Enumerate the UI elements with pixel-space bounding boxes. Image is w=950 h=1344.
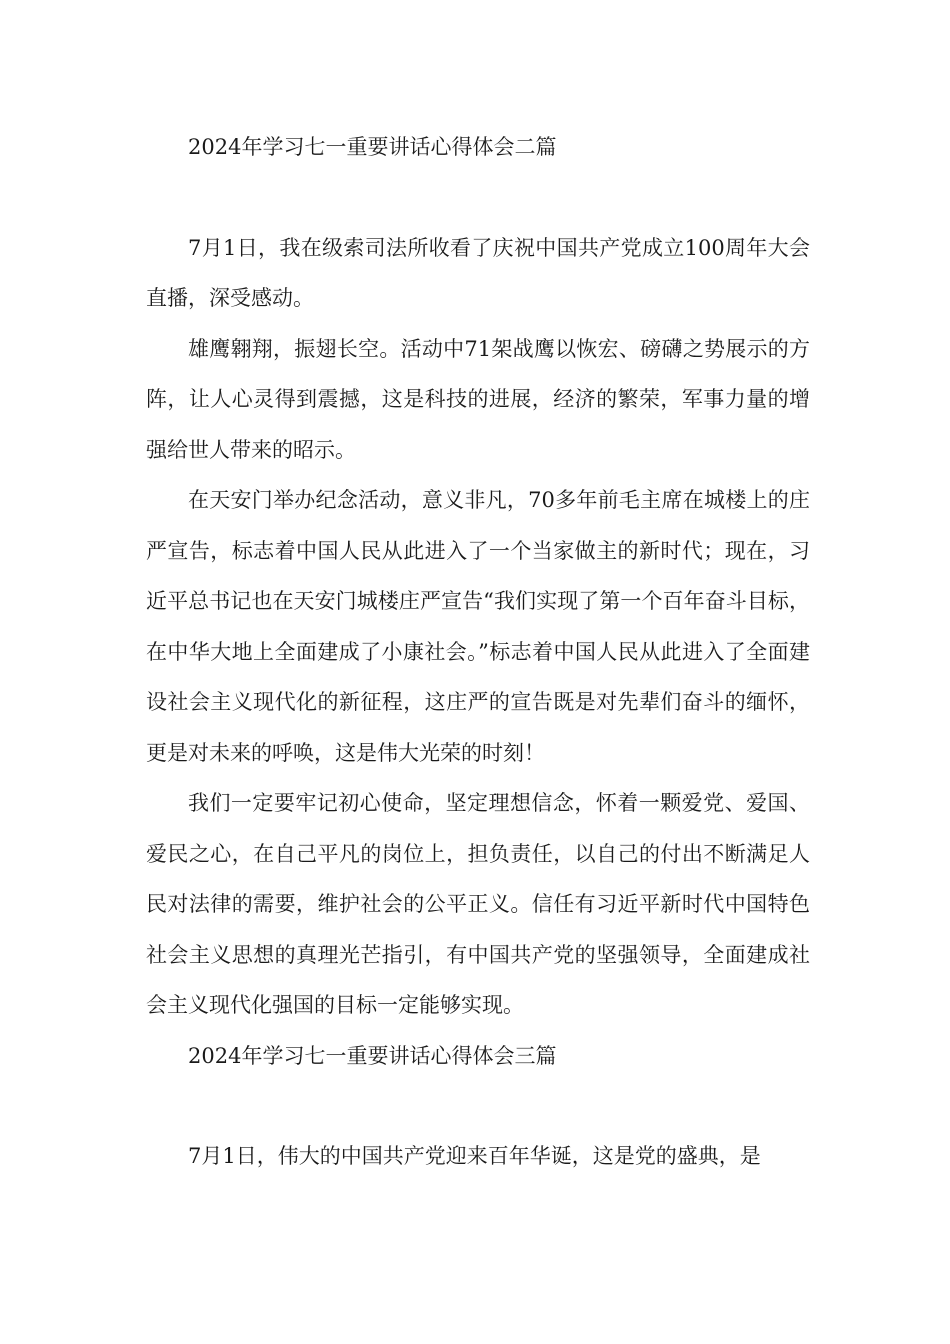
paragraph-3: 在天安门举办纪念活动，意义非凡，70多年前毛主席在城楼上的庄严宣告，标志着中国人民从此进入了一个当家做主的新时代；现在，习近平总书记也在天安门城楼庄严宣告“我们实现了第一个百年奋斗目标，在中华大地上全面建成了小康社会。”标志着中国人民从此进入了全面建设社会主义现代化的新征程，这庄严的宣告既是对先辈们奋斗的缅怀，更是对未来的呼唤，这是伟大光荣的时刻！ [146,488,810,765]
blank-line [146,1081,810,1131]
section-title-2: 2024年学习七一重要讲话心得体会二篇 [188,135,557,159]
paragraph-1: 7月1日，我在级索司法所收看了庆祝中国共产党成立100周年大会直播，深受感动。 [146,235,810,310]
section-title-3: 2024年学习七一重要讲话心得体会三篇 [188,1043,557,1068]
paragraph-4: 我们一定要牢记初心使命，坚定理想信念，怀着一颗爱党、爱国、爱民之心，在自己平凡的岗位上，担负责任，以自己的付出不断满足人民对法律的需要，维护社会的公平正义。信任有习近平新时代中国特色社会主义思想的真理光芒指引，有中国共产党的坚强领导，全面建成社会主义现代化强国的目标一定能够实现。 [146,791,810,1017]
blank-line [146,173,810,223]
paragraph-2: 雄鹰翱翔，振翅长空。活动中71架战鹰以恢宏、磅礴之势展示的方阵，让人心灵得到震撼，这是科技的进展，经济的繁荣，军事力量的增强给世人带来的昭示。 [146,336,810,462]
paragraph-5: 7月1日，伟大的中国共产党迎来百年华诞，这是党的盛典，是 [188,1144,761,1168]
document-body [146,122,810,1182]
